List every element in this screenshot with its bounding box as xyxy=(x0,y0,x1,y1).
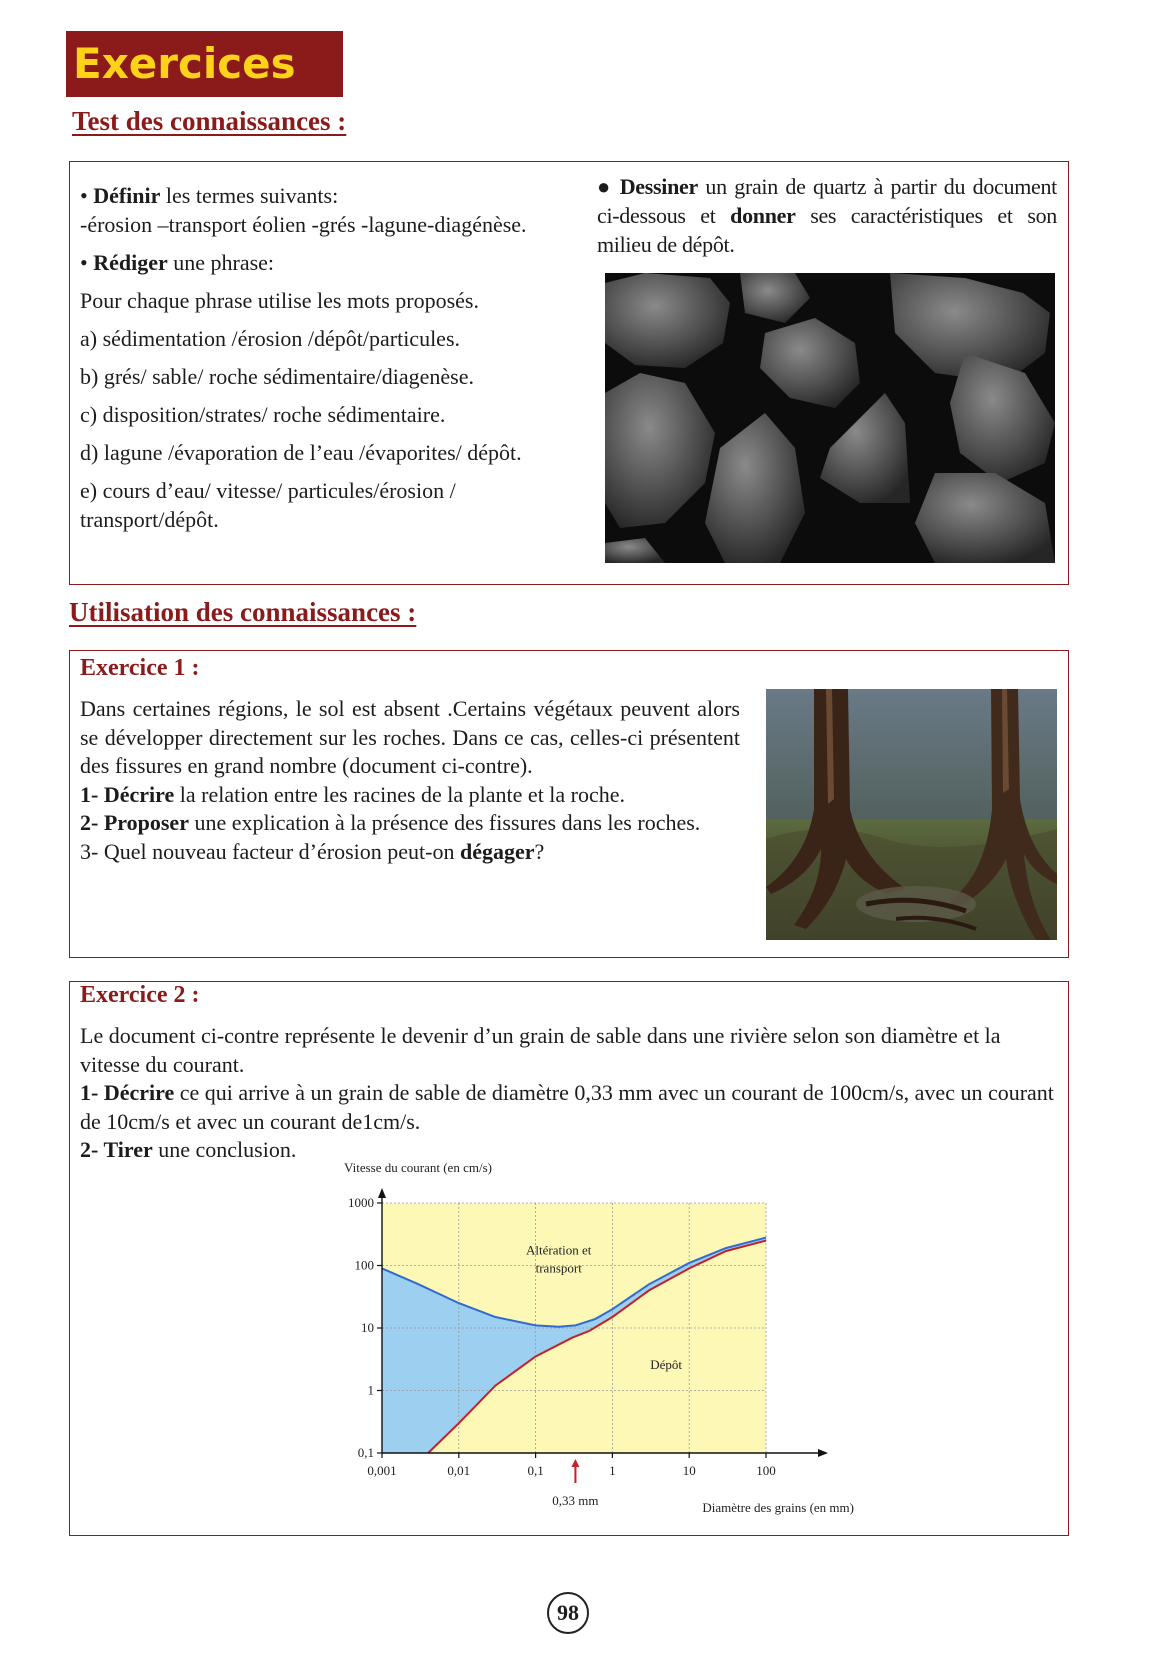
test-left-column xyxy=(80,181,570,534)
exercise1-text xyxy=(80,695,740,866)
section-title-utilisation: Utilisation des connaissances : xyxy=(69,597,417,627)
alteration-transport-label-2: transport xyxy=(535,1260,582,1276)
exercise1-q2: 2- Proposer une explication à la présence des fissures dans les roches. xyxy=(80,810,701,835)
page-number: 98 xyxy=(547,1592,589,1634)
exercices-banner: Exercices xyxy=(66,31,343,97)
x-tick-label: 0,1 xyxy=(527,1463,544,1478)
exercise2-q1: 1- Décrire ce qui arrive à un grain de sable de diamètre 0,33 mm avec un courant de 100cm/s, avec un courant de 10cm/s et avec un courant de1cm/s. xyxy=(80,1080,1054,1134)
definir-line: • Définir les termes suivants: xyxy=(80,183,339,208)
tree-roots-photo xyxy=(766,689,1057,940)
y-tick-label: 1000 xyxy=(348,1195,374,1210)
item-d: d) lagune /évaporation de l’eau /évaporites/ dépôt. xyxy=(80,440,522,465)
depot-label: Dépôt xyxy=(650,1357,682,1373)
marker-label: 0,33 mm xyxy=(552,1493,599,1508)
exercise2-intro: Le document ci-contre représente le devenir d’un grain de sable dans une rivière selon son diamètre et la vitesse du courant. xyxy=(80,1023,1001,1077)
exercise1-intro: Dans certaines régions, le sol est absent .Certains végétaux peuvent alors se développer directement sur les roches. Dans ce cas, celles-ci présentent des fissures en grand nombre (document ci-contre). xyxy=(80,696,740,778)
y-axis-label: Vitesse du courant (en cm/s) xyxy=(344,1160,492,1175)
exercise2-text xyxy=(80,1022,1060,1165)
y-tick-label: 1 xyxy=(367,1382,374,1398)
exercise2-title: Exercice 2 : xyxy=(80,982,200,1008)
item-e: e) cours d’eau/ vitesse/ particules/érosion / transport/dépôt. xyxy=(80,478,456,532)
alteration-transport-label: Altération et xyxy=(526,1242,592,1258)
x-tick-label: 0,001 xyxy=(367,1463,397,1478)
exercise2-q2: 2- Tirer une conclusion. xyxy=(80,1137,297,1162)
marker-arrow-head xyxy=(571,1459,579,1467)
y-tick-label: 0,1 xyxy=(357,1445,374,1460)
section-title-test: Test des connaissances : xyxy=(72,106,347,136)
quartz-grains-photo xyxy=(605,273,1055,563)
y-tick-label: 10 xyxy=(361,1320,374,1335)
instruction-line: Pour chaque phrase utilise les mots proposés. xyxy=(80,288,479,313)
terms-line: -érosion –transport éolien -grés -lagune-diagénèse. xyxy=(80,212,527,237)
x-tick-label: 100 xyxy=(756,1463,776,1478)
x-tick-label: 1 xyxy=(609,1463,616,1478)
x-axis-label: Diamètre des grains (en mm) xyxy=(702,1500,854,1515)
x-tick-label: 10 xyxy=(682,1463,696,1478)
y-axis-arrow xyxy=(378,1188,386,1198)
rediger-line: • Rédiger une phrase: xyxy=(80,250,275,275)
item-a: a) sédimentation /érosion /dépôt/particules. xyxy=(80,326,461,351)
x-tick-label: 0,01 xyxy=(447,1463,471,1478)
item-c: c) disposition/strates/ roche sédimentaire. xyxy=(80,402,446,427)
y-tick-label: 100 xyxy=(354,1257,374,1273)
exercise1-title: Exercice 1 : xyxy=(80,655,200,681)
hjulstrom-chart xyxy=(332,1148,872,1518)
test-right-column xyxy=(597,172,1057,259)
item-b: b) grés/ sable/ roche sédimentaire/diagenèse. xyxy=(80,364,475,389)
dessiner-paragraph: ● Dessiner un grain de quartz à partir du document ci-dessous et donner ses caractéristiques et son milieu de dépôt. xyxy=(597,174,1057,257)
x-axis-arrow xyxy=(818,1449,828,1457)
exercise1-q3: 3- Quel nouveau facteur d’érosion peut-on dégager? xyxy=(80,838,545,864)
exercise1-q1: 1- Décrire la relation entre les racines de la plante et la roche. xyxy=(80,781,626,807)
